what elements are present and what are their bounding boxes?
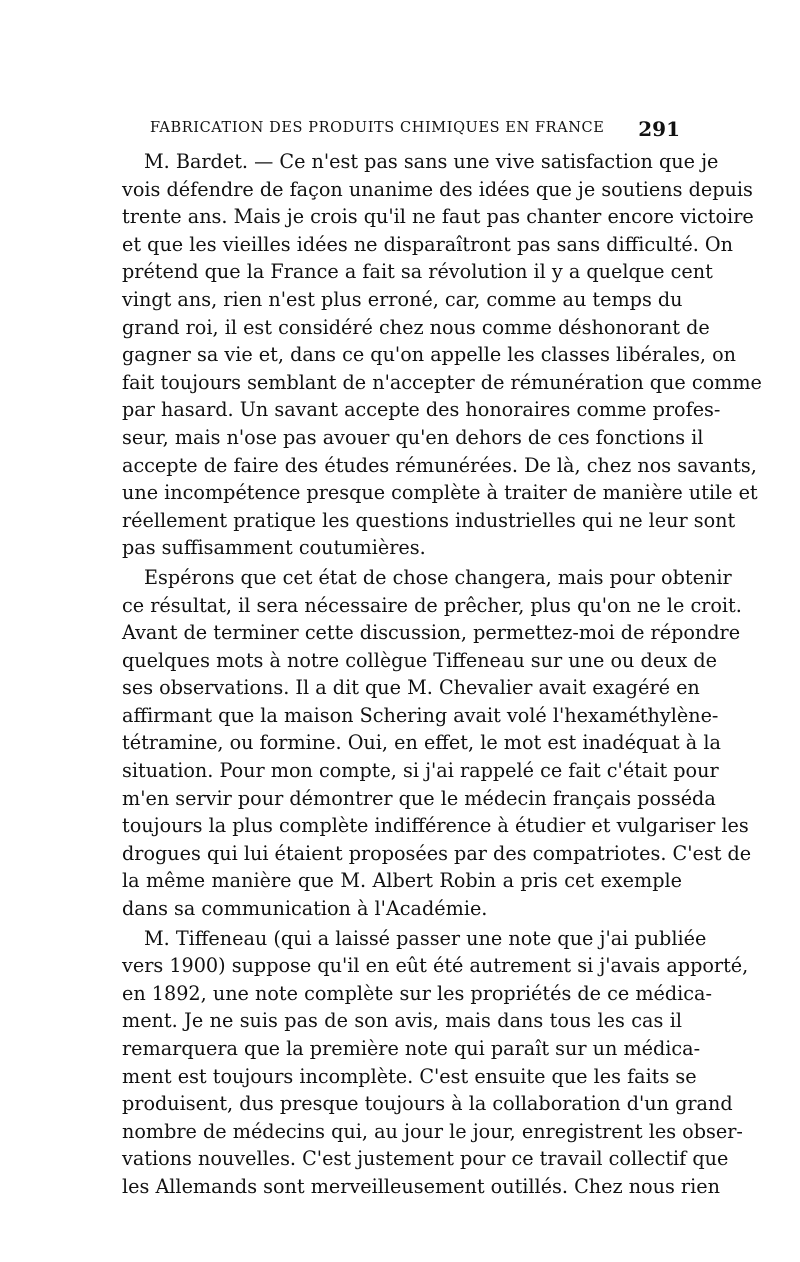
text-line: fait toujours semblant de n'accepter de rémunération que comme [122,370,762,394]
text-block [122,148,762,1201]
text-line: nombre de médecins qui, au jour le jour, enregistrent les obser- [122,1119,743,1143]
text-line: accepte de faire des études rémunérées. De là, chez nos savants, [122,453,757,477]
text-line: par hasard. Un savant accepte des honoraires comme profes- [122,398,721,422]
text-line: et que les vieilles idées ne disparaîtront pas sans difficulté. On [122,232,734,256]
text-line: drogues qui lui étaient proposées par des compatriotes. C'est de [122,841,752,865]
text-line: grand roi, il est considéré chez nous comme déshonorant de [122,315,710,339]
running-head [150,117,680,141]
page-number: 291 [638,117,680,141]
text-line: dans sa communication à l'Académie. [122,897,488,921]
text-line: toujours la plus complète indifférence à étudier et vulgariser les [122,814,749,838]
text-line: pas suffisamment coutumières. [122,536,426,560]
text-line: la même manière que M. Albert Robin a pris cet exemple [122,869,682,893]
text-line: vingt ans, rien n'est plus erroné, car, comme au temps du [122,287,683,311]
text-line: produisent, dus presque toujours à la collaboration d'un grand [122,1092,733,1116]
text-line: Espérons que cet état de chose changera, mais pour obtenir [144,565,732,589]
text-line: en 1892, une note complète sur les propriétés de ce médica- [122,981,712,1005]
text-line: situation. Pour mon compte, si j'ai rappelé ce fait c'était pour [122,759,719,783]
text-line: vations nouvelles. C'est justement pour ce travail collectif que [122,1147,729,1171]
text-line: quelques mots à notre collègue Tiffeneau sur une ou deux de [122,648,718,672]
text-line: M. Tiffeneau (qui a laissé passer une note que j'ai publiée [144,926,707,950]
text-line: ce résultat, il sera nécessaire de prêcher, plus qu'on ne le croit. [122,593,742,617]
text-line: gagner sa vie et, dans ce qu'on appelle les classes libérales, on [122,343,737,367]
text-line: ment. Je ne suis pas de son avis, mais dans tous les cas il [122,1009,682,1033]
text-line: trente ans. Mais je crois qu'il ne faut pas chanter encore victoire [122,205,754,229]
text-line: affirmant que la maison Schering avait volé l'hexaméthylène- [122,703,719,727]
text-line: m'en servir pour démontrer que le médecin français posséda [122,786,716,810]
text-line: ses observations. Il a dit que M. Chevalier avait exagéré en [122,676,700,700]
text-line: les Allemands sont merveilleusement outillés. Chez nous rien [122,1174,720,1198]
text-line: réellement pratique les questions industrielles qui ne leur sont [122,508,736,532]
text-line: remarquera que la première note qui paraît sur un médica- [122,1037,701,1060]
text-line: prétend que la France a fait sa révolution il y a quelque cent [122,260,713,284]
text-line: ment est toujours incomplète. C'est ensuite que les faits se [122,1064,697,1088]
text-line: tétramine, ou formine. Oui, en effet, le mot est inadéquat à la [122,731,721,755]
text-line: une incompétence presque complète à traiter de manière utile et [122,481,758,505]
text-line: seur, mais n'ose pas avouer qu'en dehors de ces fonctions il [122,425,704,449]
running-title: FABRICATION DES PRODUITS CHIMIQUES EN FRANCE [150,120,605,136]
text-line: vers 1900) suppose qu'il en eût été autrement si j'avais apporté, [122,954,749,978]
text-line: M. Bardet. — Ce n'est pas sans une vive satisfaction que je [144,150,719,173]
text-line: vois défendre de façon unanime des idées que je soutiens depuis [122,177,753,201]
text-line: Avant de terminer cette discussion, permettez-moi de répondre [122,621,741,645]
